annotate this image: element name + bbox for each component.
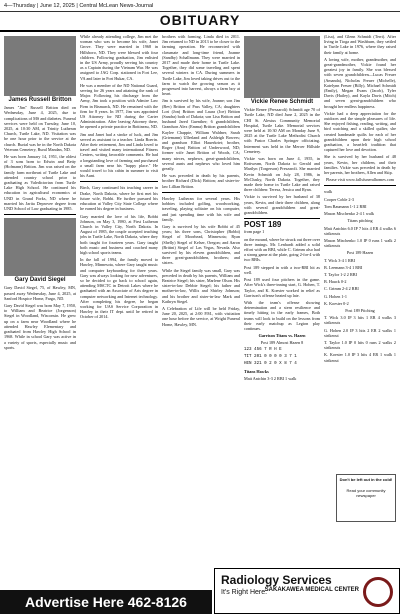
stat-line: G. Hohen 1-1 [324,293,347,299]
paragraph: Vickie was born on June 4, 1955, in Rottweam, North Dakota to Gerald and Marilyn (Torgerson) Preszaroli. She married Kevin Schmidt on July 28, 1986, in McClusky, North Dakota. Together, they made their home in Turtle Lake and raised three children: Teresa, Jessica and Ryan. [244,156,320,193]
paragraph: In the fall of 1994, the family moved to Hawley, Minnesota, where Gary taught music and computer keyboarding for three years. Gary was always looking for new adventures, so he decided to go back to school again, attending MSCTC in Detroit Lakes where he graduated with an Associate of Arts degree in computer networking and Internet technology. After completing his degree, he began working for UAS Service Corporation in Hawley in their IT dept. until he retired in October of 2014. [80,257,158,320]
stat-line: Post 189 Hazen [346,250,374,256]
photo-james-britton [4,36,76,96]
paragraph: While the Siegel family was small, Gary was preceded in death by his parents, William and Beatrice Siegel; his sister, Marlene Olson. His sister-in-law Debbie Siegel; his father and mother-in-law, Willis and Shirley Johnson; and his brother and sister-in-law Mark and Kathryn Siegel. [162,267,240,304]
paragraph: James "Jim" Russell Britton died on Wednesday, June 4, 2025, due to complications of MS and diabetes. Funeral services were held on Tuesday, June 10, 2025, at 10:30 AM, at Trinity Lutheran Church, Turtle Lake, ND. Visitation was be one hour prior to the service at the church. Burial was be in the North Dakota Veterans Cemetery, Rural Mandan, ND. [4,105,76,152]
column-1 [4,34,76,574]
paragraph: Hawley Lutheran for several years. His hobbies included golfing, woodworking, traveling, playing solitaire on his computer, and just spending time with his wife and family. [162,195,240,222]
medical-center-name: SAKAKAWEA MEDICAL CENTER [264,587,359,593]
box-line: 123 456 7 R H E [244,347,282,352]
paragraph: Please visit www.fallsfuneralhomes.com [325,177,395,183]
stat-line: Cooper Coble 2-3 [324,196,355,202]
post-189-title: POST 189 [244,220,282,230]
box-line: Titans Hawks [244,369,269,375]
paragraph: Post 189 stepped in with a two-RBI hit as well. [244,264,320,275]
paragraph: Gary David Siegel was born May 7, 1950, to William and Beatrice (Jorgenson) Siegel in Woodland, Wisconsin. He grew up on a farm near Woodland where he attended Hawley Elementary and graduated from Hawley High School in 1968. While in school Gary was active in a variety of sports, especially music and sports. [4,303,76,350]
paragraph: Jim is survived by his wife, Joanne; son Jim (Bev) Britton of Pass Valley, CA; daughters Lori (Jon) Britton and Laura (Joe) Britton (Sandra) both of Dakota; son Lisa Britton and husband Jared Guenther; 6 grandchildren, Grandson Alex (Emma) Britton grandchildren Kaylee Chappie, William Waldner, Sarah (Griemann) Ullerland and Ashleigh Bowers; and grandson Elliot Hauerkriet; brother, Roger (Ann) Britton of Underwood, ND; former wife Janet Britton of Woods, CA; many nieces, nephews, great-grandchildren, several aunts and nephews who loved him greatly. [162,98,240,172]
paragraph: Gary David Siegel, 75, of Hawley, MN, passed away Wednesday, June 4, 2025, at Sanford Hospice Home, Fargo, ND. [4,285,76,301]
paragraph: Gary is survived by his wife Bobbi of 45 years; his three sons, Christopher (Bobbi) Siegel of Moorhead, Minnesota; Ryan (Shelly) Siegel of Kelser, Oregon; and Aaron (Brittni) Siegel of Las Vegas, Nevada. Also survived by his eleven grandchildren, and three great-grandchildren, brothers; and sisters. [162,223,240,266]
stat-line: walk [324,189,333,195]
paragraph: While already attending college, Jim met the woman who was to become his wife, Janet Grove. They were married in 1968 in Hillsboro, ND. They were blessed with four children. Following graduation, Jim enlisted in the US Army, proudly serving his country as a Captain during the Vietnam War. He was assigned to JAG Corp. stationed in Fort Lee, VA and later in Fort Hukar, CA. [80,34,158,81]
paragraph: Vickie Renee (Preszaroli) Schmidt age 70 of Turtle Lake, ND died June 2, 2025 in the CHI St. Alexius Community Memorial Hospital, Turtle Lake. Memorial services were held at 10:30 AM on Monday June 9, 2025 at the Turtle Lake Methodist Church with Pastor Charles Springer officiating. Interment was held in the Mercer Hillside Cemetery. [244,107,320,154]
stat-line: Mason Mischenko 1.0 IP 0 runs 1 walk 2 strikeouts [324,237,396,249]
radiology-title: Radiology Services [221,573,332,587]
divider [4,214,76,215]
paragraph: With the team's offense showing determination and a stern resilience and timely hitting in the early frames, Both teams will look to build on the lessons from their early matchup as Legion play continues. [244,299,320,331]
divider [324,185,396,186]
paragraph: Birch, Gary continued his teaching career in Drake, North Dakota, where he first met his future wife, Bobbi. He further pursued his education at Valley City State College where he earned his degree in business. [80,185,158,212]
obit-name-siegel: Gary David Siegel [14,277,66,284]
paragraph: He was preceded in death by his parents, brother Richard (Dick) Britton; and sister-in-law Lillian Britton. [162,173,240,189]
paragraph: He was born January 14, 1951, the oldest of 3 sons born to Edwin and Betty (Hofmann) Britton. Jim was raised on the family farm northeast of Turtle Lake and attended country school prior to graduating as Valedictorian from Turtle Lake High School. He continued his education in agricultural economics at UND in Grand Forks, ND where he married his Jarita Deprovee degree from UND School of Law graduating in 1985. [4,154,76,212]
stat-line: T. Wick 3-4 1 RBI [324,257,355,263]
promo-line: Don't be left out in the cold! [339,477,393,482]
advertise-here-ad: Advertise Here 462-8126 [0,590,212,614]
obit-name-britton: James Russell Britton [8,97,72,103]
medical-center-logo-icon [363,577,393,607]
stat-line: K. Koester 1.0 IP 3 hits 4 ER 1 walk 1 strikeout [324,352,396,363]
box-title: Garrison Titans vs. Hazen [258,333,306,339]
column-3 [162,34,240,564]
stat-line: Matt Antchin 6.0 IP 7 hits 4 ER 4 walks 6 strikeouts [324,225,396,236]
radiology-ad [214,568,400,614]
paragraph: Vickie had a deep appreciation for the outdoors and the simple pleasures of life. She enjoyed fishing, reading, writing, and bird watching and a skilled quilter, she created handmade quilts for each of her grandchildren upon their high school graduation, a heartfelt tradition that captured her love and devotion. [324,110,396,153]
paragraph: A loving wife, mother, grandmother, and great-grandmother, Vickie found her greatest joy in family. She was blessed with seven grandchildren—Lucas Freuer (Amanda), Nicholas Freuer (Michelle), Katelynn Freuer (Billy), Michael Schmidt (Emily), Megan Evans (Jacob), Tyler Davis (Hailey), and Kayla Davis (Mitch) and seven great-grandchildren who brought her endless happiness. [324,56,396,109]
photo-gary-siegel [4,218,76,276]
divider [162,192,240,193]
box-line: HEN 321 0 2 0 X 8 7 4 [244,361,297,366]
paragraph: (Lisa), and Glenn Schmidt (Terri). After living in Tioga and Washburn, they settled in Turtle Lake in 1976, where they raised their family at home. [324,34,396,55]
section-title: OBITUARY [0,12,400,32]
paragraph: Vickie is survived by her husband of 38 years, Kevin, and their three children, along with several grandchildren and great-grandchildren. [244,194,320,216]
radiology-sub: It's Right Here. [221,589,268,596]
divider [80,181,158,182]
paragraph: He was a member of the ND National Guard, serving for 26 years and attaining the rank of Major. Following his discharge from the Army, Jim took a position with Admire Law Firm in Bismarck, ND. He remained with the firm for 8 years. In 1977, Jim was appointed US Attorney for ND during the Carter Administration. After leaving Attorney there, he opened a private practice in Bottineau, ND. [80,82,158,130]
paragraph: Post 189 used four pitchers in the game. After Wick's three-inning start, G. Hohen, T. Taylor, and K. Koester worked in relief as Garrison's offense heated up late. [244,277,320,298]
page-header [0,0,400,12]
box-sub: Post 189 Almost Hazen 8 [260,340,304,346]
column-5 [324,34,396,470]
stat-line: Tom Baumann 1-1 2 RBI [324,203,367,209]
photo-vickie-schmidt [244,36,320,98]
stat-line: Post 189 Pitching [345,307,375,313]
paragraph: A Celebration of Life will be held Friday, June 20, 2025, at 2:00 P.M., with visitation one hour before the service, at Wright Funeral Home, Hawley, MN. [162,305,240,327]
column-4 [244,34,320,556]
stat-line: T. Taylor 1-2 2 RBI [324,271,357,277]
stat-line: B. Hauck 0-2 [324,279,347,285]
stat-line: Titans pitching [347,218,373,224]
paragraph: She is survived by her husband of 48 years, Kevin, her children, and their families. Vickie was preceded in death by her parents, her brothers, Allen and Skip. [324,154,396,176]
paragraph: on the mound, where he struck out three over three innings. Mr. Lenhardt added a solid effort with an RBI, while C. Grimm also had a strong game at the plate, going 2-for-4 with two RBIs. [244,236,320,263]
stat-line: K. Koester 0-2 [324,300,349,306]
obit-name-schmidt: Vickie Renee Schmidt [250,99,314,105]
header-line: 4—Thursday | June 12, 2025 | Central McLean News-Journal [4,2,154,9]
stat-line: B. Leemann 3-4 1 RBI [324,264,363,270]
stat-line: G. Hohen 2.0 IP 3 hits 2 ER 2 walks 1 strikeout [324,327,396,338]
stat-line: T. Taylor 1.0 IP 0 hits 0 runs 2 walks 2 strikeouts [324,339,396,351]
box-line: Matt Antchin 3-3 2 RBI 1 walk [244,376,297,382]
paragraph: brothers with farming. Linda died in 2011. Jim returned to ND in 2013 to be closer to the farming operation. He reconnected with classmate and long-time friend, Joanne (Sandby) Schallmann. They were married in 2017 and made their home in Turtle Lake. Together, they did some traveling and spent several winters in CA. During summers in Turtle Lake, Jim loved taking drives out to the farm to watch the growing season as it progressed into harvest, always a farm boy at heart. [162,34,240,97]
paragraph: from page 1 [244,229,265,235]
stat-line: C. Grimm 2-4 2 RBI [324,286,359,292]
paragraph: Jim and Janet had a stroke of luck, and Jim served as assistant to a teacher. Linda Boerin. After their retirement, Jim and Linda loved to travel and visited many international Fitness Centers, writing favorable comments. He had a longstanding love of farming and purchased a small farm near his "happy place." He would travel to his cabin in summer to visit his Aunt. [80,131,158,179]
paragraph: Gary married the love of his life, Bobbi Johnson, on May 3, 1980, at First Lutheran Church in Valley City, North Dakota. In August of 1985, the couple accepted teaching jobs in Turtle Lake, North Dakota, where they both taught for fourteen years. Gary taught both music and business and coached many high school sports teams. [80,213,158,255]
column-2 [80,34,158,574]
box-line: TIT 201 0 0 0 0 3 7 1 [244,354,297,359]
stat-line: Mason Mischenko 2-4 1 walk [324,211,375,217]
promo-line: Read your community newspaper [346,488,386,498]
stat-line: T. Wick 3.0 IP 3 hits 1 ER 4 walks 3 strikeouts [324,315,396,326]
divider [244,218,320,219]
newspaper-promo [336,474,396,522]
